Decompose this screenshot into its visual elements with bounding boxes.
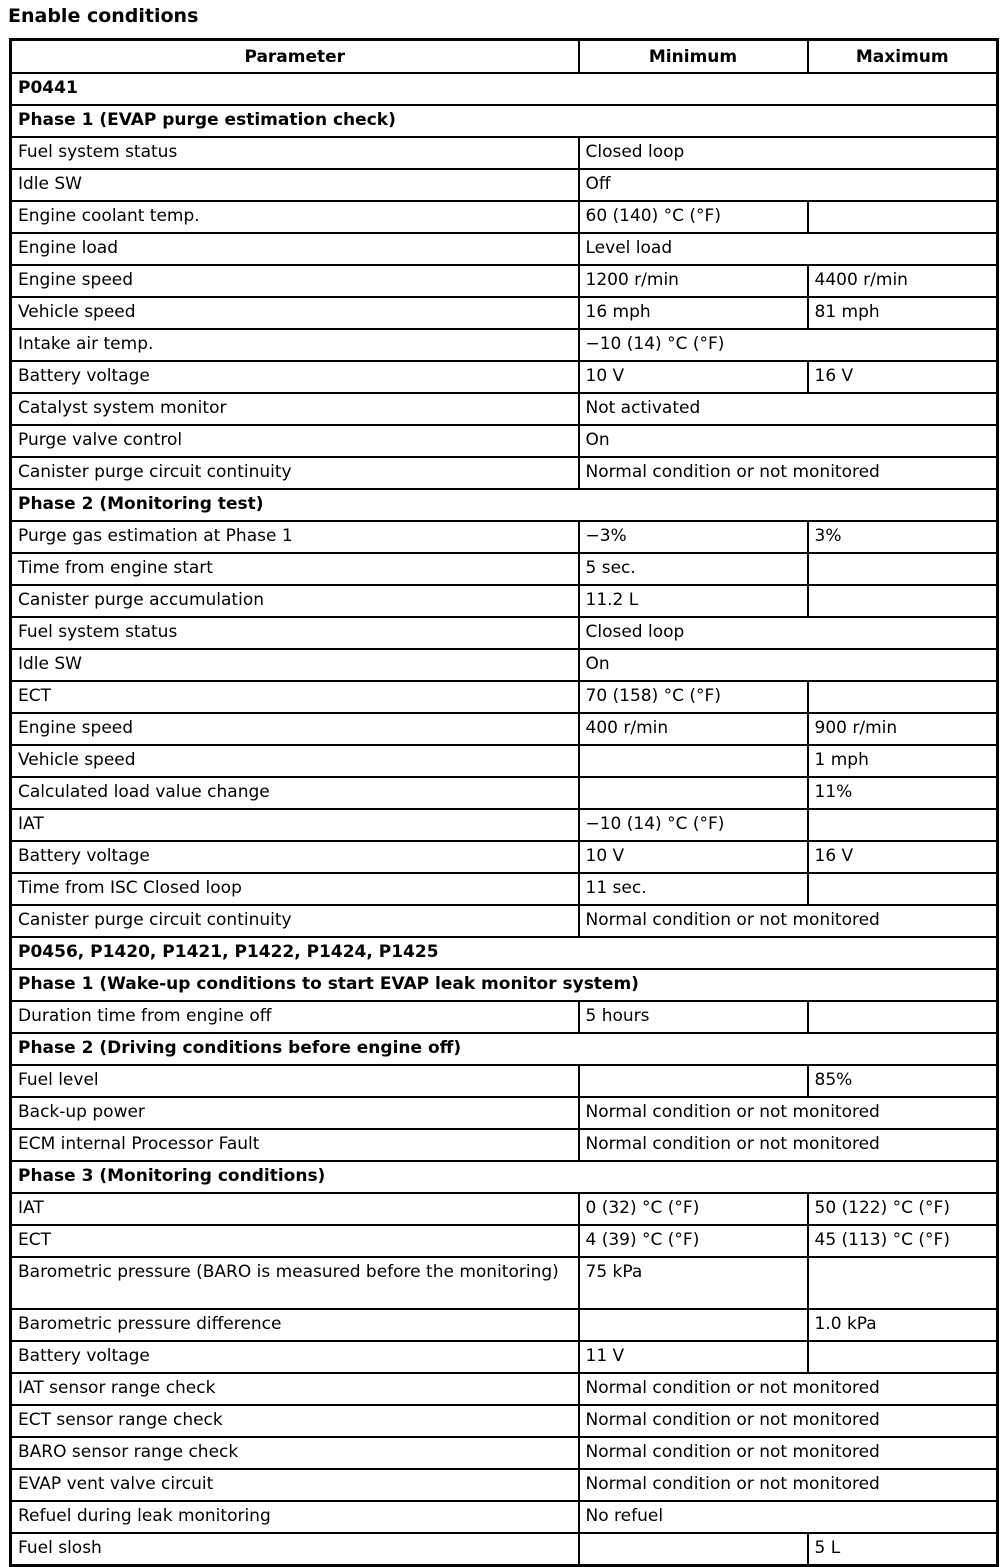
value-cell: Normal condition or not monitored — [579, 1437, 998, 1469]
minimum-cell — [579, 1309, 808, 1341]
minimum-cell: 16 mph — [579, 297, 808, 329]
minimum-cell: 1200 r/min — [579, 265, 808, 297]
minimum-cell: 0 (32) °C (°F) — [579, 1193, 808, 1225]
maximum-cell — [808, 873, 998, 905]
parameter-cell: Catalyst system monitor — [11, 393, 579, 425]
table-row — [11, 1193, 998, 1225]
table-row — [11, 873, 998, 905]
parameter-cell: EVAP vent valve circuit — [11, 1469, 579, 1501]
parameter-cell: Purge valve control — [11, 425, 579, 457]
value-cell: Normal condition or not monitored — [579, 457, 998, 489]
parameter-cell: Intake air temp. — [11, 329, 579, 361]
table-row — [11, 809, 998, 841]
table-row — [11, 1129, 998, 1161]
parameter-cell: Barometric pressure difference — [11, 1309, 579, 1341]
group-header-row — [11, 73, 998, 105]
minimum-cell: 70 (158) °C (°F) — [579, 681, 808, 713]
table-row — [11, 169, 998, 201]
value-cell: Closed loop — [579, 617, 998, 649]
parameter-cell: Purge gas estimation at Phase 1 — [11, 521, 579, 553]
minimum-cell: 5 sec. — [579, 553, 808, 585]
table-row — [11, 521, 998, 553]
maximum-cell — [808, 809, 998, 841]
table-row — [11, 137, 998, 169]
value-cell: Normal condition or not monitored — [579, 1129, 998, 1161]
minimum-cell: 75 kPa — [579, 1257, 808, 1309]
parameter-cell: Vehicle speed — [11, 297, 579, 329]
minimum-cell — [579, 1065, 808, 1097]
table-row — [11, 649, 998, 681]
table-row — [11, 1309, 998, 1341]
parameter-cell: Fuel slosh — [11, 1533, 579, 1566]
group-label: P0456, P1420, P1421, P1422, P1424, P1425 — [11, 937, 998, 969]
table-row — [11, 393, 998, 425]
value-cell: Normal condition or not monitored — [579, 1097, 998, 1129]
parameter-cell: Idle SW — [11, 169, 579, 201]
parameter-cell: Back-up power — [11, 1097, 579, 1129]
value-cell: Normal condition or not monitored — [579, 1469, 998, 1501]
maximum-cell: 16 V — [808, 361, 998, 393]
table-row — [11, 745, 998, 777]
minimum-cell — [579, 745, 808, 777]
table-row — [11, 713, 998, 745]
group-header-row — [11, 1033, 998, 1065]
parameter-cell: IAT sensor range check — [11, 1373, 579, 1405]
maximum-cell — [808, 553, 998, 585]
maximum-cell — [808, 1001, 998, 1033]
group-label: P0441 — [11, 73, 998, 105]
parameter-cell: Canister purge circuit continuity — [11, 905, 579, 937]
group-header-row — [11, 489, 998, 521]
maximum-cell: 85% — [808, 1065, 998, 1097]
value-cell: No refuel — [579, 1501, 998, 1533]
minimum-cell: 11 sec. — [579, 873, 808, 905]
table-row — [11, 905, 998, 937]
parameter-cell: ECT — [11, 681, 579, 713]
group-header-row — [11, 105, 998, 137]
minimum-cell: 4 (39) °C (°F) — [579, 1225, 808, 1257]
table-row — [11, 1341, 998, 1373]
group-header-row — [11, 937, 998, 969]
parameter-cell: IAT — [11, 1193, 579, 1225]
group-header-row — [11, 1161, 998, 1193]
table-row — [11, 201, 998, 233]
maximum-cell: 1 mph — [808, 745, 998, 777]
parameter-cell: BARO sensor range check — [11, 1437, 579, 1469]
table-row — [11, 1437, 998, 1469]
maximum-cell: 11% — [808, 777, 998, 809]
table-row — [11, 361, 998, 393]
table-row — [11, 681, 998, 713]
parameter-cell: Canister purge circuit continuity — [11, 457, 579, 489]
maximum-cell: 4400 r/min — [808, 265, 998, 297]
parameter-cell: Barometric pressure (BARO is measured before the monitoring) — [11, 1257, 579, 1309]
table-row — [11, 585, 998, 617]
page-title: Enable conditions — [8, 5, 199, 27]
table-row — [11, 1225, 998, 1257]
parameter-cell: Refuel during leak monitoring — [11, 1501, 579, 1533]
table-row — [11, 1065, 998, 1097]
parameter-cell: ECT sensor range check — [11, 1405, 579, 1437]
minimum-cell — [579, 1533, 808, 1566]
parameter-cell: Time from engine start — [11, 553, 579, 585]
parameter-cell: ECM internal Processor Fault — [11, 1129, 579, 1161]
group-label: Phase 2 (Driving conditions before engine off) — [11, 1033, 998, 1065]
minimum-cell: 5 hours — [579, 1001, 808, 1033]
header-row — [11, 40, 998, 74]
table-row — [11, 1001, 998, 1033]
value-cell: Level load — [579, 233, 998, 265]
minimum-cell: 10 V — [579, 841, 808, 873]
table-row — [11, 1373, 998, 1405]
minimum-cell: 400 r/min — [579, 713, 808, 745]
header-minimum: Minimum — [579, 40, 808, 74]
value-cell: Normal condition or not monitored — [579, 1405, 998, 1437]
maximum-cell — [808, 681, 998, 713]
parameter-cell: Engine load — [11, 233, 579, 265]
table-row — [11, 329, 998, 361]
table-row — [11, 777, 998, 809]
value-cell: On — [579, 649, 998, 681]
value-cell: On — [579, 425, 998, 457]
minimum-cell: −3% — [579, 521, 808, 553]
table-row — [11, 1533, 998, 1566]
parameter-cell: Battery voltage — [11, 1341, 579, 1373]
parameter-cell: Engine coolant temp. — [11, 201, 579, 233]
group-label: Phase 1 (Wake-up conditions to start EVAP leak monitor system) — [11, 969, 998, 1001]
parameter-cell: Time from ISC Closed loop — [11, 873, 579, 905]
minimum-cell: 11.2 L — [579, 585, 808, 617]
table-row — [11, 265, 998, 297]
value-cell: Closed loop — [579, 137, 998, 169]
table-row — [11, 297, 998, 329]
table-header — [11, 40, 998, 74]
parameter-cell: ECT — [11, 1225, 579, 1257]
group-label: Phase 1 (EVAP purge estimation check) — [11, 105, 998, 137]
table-row — [11, 553, 998, 585]
minimum-cell: 11 V — [579, 1341, 808, 1373]
table-body — [11, 73, 998, 1566]
parameter-cell: Vehicle speed — [11, 745, 579, 777]
maximum-cell: 900 r/min — [808, 713, 998, 745]
parameter-cell: Engine speed — [11, 713, 579, 745]
maximum-cell: 50 (122) °C (°F) — [808, 1193, 998, 1225]
parameter-cell: Duration time from engine off — [11, 1001, 579, 1033]
minimum-cell — [579, 777, 808, 809]
parameter-cell: Fuel system status — [11, 617, 579, 649]
table-row — [11, 425, 998, 457]
parameter-cell: Calculated load value change — [11, 777, 579, 809]
maximum-cell — [808, 201, 998, 233]
group-header-row — [11, 969, 998, 1001]
value-cell: −10 (14) °C (°F) — [579, 329, 998, 361]
group-label: Phase 2 (Monitoring test) — [11, 489, 998, 521]
table-row — [11, 1097, 998, 1129]
maximum-cell: 81 mph — [808, 297, 998, 329]
parameter-cell: Battery voltage — [11, 361, 579, 393]
maximum-cell: 16 V — [808, 841, 998, 873]
table-row — [11, 841, 998, 873]
maximum-cell: 3% — [808, 521, 998, 553]
minimum-cell: −10 (14) °C (°F) — [579, 809, 808, 841]
table-row — [11, 1501, 998, 1533]
parameter-cell: IAT — [11, 809, 579, 841]
header-parameter: Parameter — [11, 40, 579, 74]
maximum-cell — [808, 585, 998, 617]
minimum-cell: 60 (140) °C (°F) — [579, 201, 808, 233]
table-row — [11, 617, 998, 649]
maximum-cell: 45 (113) °C (°F) — [808, 1225, 998, 1257]
parameter-cell: Battery voltage — [11, 841, 579, 873]
value-cell: Normal condition or not monitored — [579, 905, 998, 937]
value-cell: Normal condition or not monitored — [579, 1373, 998, 1405]
minimum-cell: 10 V — [579, 361, 808, 393]
table-row — [11, 1257, 998, 1309]
table-row — [11, 233, 998, 265]
header-maximum: Maximum — [808, 40, 998, 74]
maximum-cell — [808, 1341, 998, 1373]
maximum-cell: 5 L — [808, 1533, 998, 1566]
maximum-cell: 1.0 kPa — [808, 1309, 998, 1341]
parameter-cell: Fuel system status — [11, 137, 579, 169]
table-row — [11, 1469, 998, 1501]
group-label: Phase 3 (Monitoring conditions) — [11, 1161, 998, 1193]
table-row — [11, 1405, 998, 1437]
table-row — [11, 457, 998, 489]
value-cell: Not activated — [579, 393, 998, 425]
parameter-cell: Engine speed — [11, 265, 579, 297]
enable-conditions-table — [9, 38, 999, 1567]
parameter-cell: Fuel level — [11, 1065, 579, 1097]
parameter-cell: Idle SW — [11, 649, 579, 681]
maximum-cell — [808, 1257, 998, 1309]
parameter-cell: Canister purge accumulation — [11, 585, 579, 617]
value-cell: Off — [579, 169, 998, 201]
